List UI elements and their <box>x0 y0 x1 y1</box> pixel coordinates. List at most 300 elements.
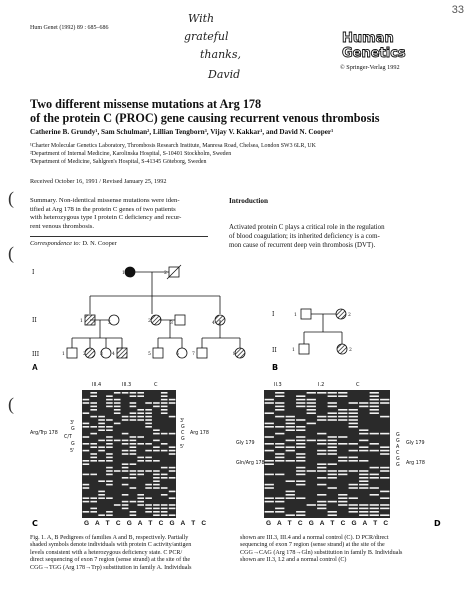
gel-band <box>359 487 368 489</box>
gel-band <box>169 514 176 516</box>
gel-band <box>137 457 144 459</box>
title-line: Two different missense mutations at Arg 178 <box>30 97 262 111</box>
gel-band <box>130 416 137 418</box>
gel-band <box>380 491 389 493</box>
gel-band <box>296 460 305 462</box>
gel-band <box>349 426 358 428</box>
gel-band <box>90 406 97 408</box>
gel-band <box>317 467 326 469</box>
gel-band <box>161 412 168 414</box>
gel-band <box>317 470 326 472</box>
gel-band <box>275 426 284 428</box>
gel-band <box>169 402 176 404</box>
gel-band <box>153 440 160 442</box>
gel-band <box>98 450 105 452</box>
svg-text:3: 3 <box>100 352 103 357</box>
gel-band <box>137 412 144 414</box>
gel-band <box>98 419 105 421</box>
gel-band <box>349 419 358 421</box>
gel-band <box>307 402 316 404</box>
gel-band <box>90 511 97 513</box>
gel-band <box>137 436 144 438</box>
gel-band <box>265 423 274 425</box>
gel-band <box>275 501 284 503</box>
gel-band <box>106 419 113 421</box>
gel-band <box>359 433 368 435</box>
gel-band <box>296 497 305 499</box>
gel-band <box>98 514 105 516</box>
gel-band <box>349 470 358 472</box>
gel-band <box>349 416 358 418</box>
gel-band <box>161 450 168 452</box>
gel-band <box>359 474 368 476</box>
gel-band <box>265 436 274 438</box>
gel-band <box>122 440 129 442</box>
gel-band <box>370 433 379 435</box>
gel-band <box>370 504 379 506</box>
gel-band <box>359 450 368 452</box>
gel-band <box>328 463 337 465</box>
gel-band <box>130 412 137 414</box>
gel-band <box>83 436 90 438</box>
gel-band <box>169 470 176 472</box>
gel-band <box>130 436 137 438</box>
gel-band <box>137 443 144 445</box>
gel-band <box>145 416 152 418</box>
gel-band <box>286 450 295 452</box>
gel-band <box>338 419 347 421</box>
gel-band <box>307 409 316 411</box>
gel-band <box>338 416 347 418</box>
gel-band <box>130 474 137 476</box>
gel-band <box>380 399 389 401</box>
gel-band <box>169 504 176 506</box>
gel-band <box>98 416 105 418</box>
authors: Catherine B. Grundy¹, Sam Schulman², Lillian Tengborn³, Vijay V. Kakkar¹, and David N. Cooper¹ <box>30 128 334 136</box>
gel-band <box>130 511 137 513</box>
gel-band <box>307 399 316 401</box>
gel-band <box>137 501 144 503</box>
gel-band <box>106 474 113 476</box>
gel-band <box>370 443 379 445</box>
gel-band <box>307 392 316 394</box>
gel-band <box>338 474 347 476</box>
gel-band <box>317 416 326 418</box>
gel-band <box>359 484 368 486</box>
svg-text:4: 4 <box>212 321 215 326</box>
gel-band <box>370 406 379 408</box>
gel-band <box>98 423 105 425</box>
gel-band <box>359 402 368 404</box>
gel-band <box>106 426 113 428</box>
gel-band <box>286 491 295 493</box>
gel-band <box>145 423 152 425</box>
svg-text:Gly 179: Gly 179 <box>406 441 425 446</box>
gel-band <box>83 474 90 476</box>
gel-band <box>161 392 168 394</box>
intro-line: of blood coagulation; its inherited deficiency is a com- <box>229 232 380 240</box>
gel-band <box>122 450 129 452</box>
gel-band <box>130 392 137 394</box>
gel-band <box>130 440 137 442</box>
gel-band <box>169 453 176 455</box>
gel-band <box>328 514 337 516</box>
received-date: Received October 16, 1991 / Revised January 25, 1992 <box>30 178 167 185</box>
journal-logo <box>336 30 446 60</box>
svg-text:C: C <box>356 382 360 388</box>
gel-band <box>90 395 97 397</box>
panel-letter: C <box>32 519 38 528</box>
gel-band <box>328 419 337 421</box>
gel-band <box>83 487 90 489</box>
gel-band <box>153 429 160 431</box>
gel-band <box>296 467 305 469</box>
svg-text:2: 2 <box>83 352 86 357</box>
gel-band <box>380 416 389 418</box>
svg-text:G: G <box>396 457 400 462</box>
gel-band <box>90 416 97 418</box>
gel-band <box>338 501 347 503</box>
gel-band <box>161 477 168 479</box>
svg-text:5': 5' <box>180 445 185 450</box>
gel-band <box>145 457 152 459</box>
divider <box>30 236 208 237</box>
affiliation: ¹Charter Molecular Genetics Laboratory, Thrombosis Research Institute, Manresa Road, Chelsea, London SW3 6LR, UK <box>30 143 316 149</box>
gel-band <box>161 433 168 435</box>
gel-band <box>90 501 97 503</box>
gel-band <box>83 423 90 425</box>
svg-text:G: G <box>71 427 75 432</box>
gel-band <box>145 409 152 411</box>
gel-band <box>153 484 160 486</box>
gel-band <box>286 426 295 428</box>
gel-band <box>98 460 105 462</box>
gel-band <box>114 402 121 404</box>
gel-band <box>98 446 105 448</box>
gel-band <box>130 406 137 408</box>
gel-band <box>328 511 337 513</box>
gel-band <box>106 470 113 472</box>
gel-band <box>380 470 389 472</box>
gel-band <box>359 511 368 513</box>
gel-band <box>286 494 295 496</box>
gel-band <box>338 392 347 394</box>
gel-band <box>169 477 176 479</box>
gel-band <box>169 497 176 499</box>
article-title <box>30 97 450 125</box>
gel-band <box>153 433 160 435</box>
gel-band <box>90 426 97 428</box>
gel-band <box>286 440 295 442</box>
gel-band <box>296 402 305 404</box>
gel-band <box>349 487 358 489</box>
gel-band <box>328 440 337 442</box>
gel-band <box>265 484 274 486</box>
svg-text:1: 1 <box>122 271 125 276</box>
gel-band <box>106 511 113 513</box>
gel-band <box>317 443 326 445</box>
svg-text:G: G <box>181 425 185 430</box>
svg-text:2: 2 <box>164 271 167 276</box>
gel-band <box>338 412 347 414</box>
gel-band <box>153 470 160 472</box>
gel-band <box>338 494 347 496</box>
gel-band <box>145 508 152 510</box>
svg-text:Arg 178: Arg 178 <box>406 461 425 466</box>
gel-band <box>153 487 160 489</box>
gel-band <box>145 419 152 421</box>
gel-band <box>161 399 168 401</box>
correspondence-name: D. N. Cooper <box>82 240 117 247</box>
gel-band <box>338 457 347 459</box>
gel-band <box>349 508 358 510</box>
svg-text:2: 2 <box>349 348 352 353</box>
svg-text:Gly 179: Gly 179 <box>236 441 255 446</box>
gel-band <box>275 409 284 411</box>
gel-band <box>83 484 90 486</box>
gel-band <box>137 395 144 397</box>
panel-letter: D <box>434 519 441 528</box>
gel-band <box>137 497 144 499</box>
gel-band <box>296 440 305 442</box>
gel-band <box>286 480 295 482</box>
gel-band <box>328 501 337 503</box>
margin-mark: ( <box>8 394 14 414</box>
gel-band <box>349 457 358 459</box>
svg-text:III.3: III.3 <box>122 382 132 388</box>
summary-line: rent venous thrombosis. <box>30 222 95 230</box>
svg-text:5': 5' <box>70 449 75 454</box>
correspondence-label: Correspondence to: <box>30 240 81 247</box>
gel-band <box>370 412 379 414</box>
gel-band <box>161 443 168 445</box>
gel-band <box>122 433 129 435</box>
gel-band <box>265 460 274 462</box>
gel-band <box>106 436 113 438</box>
svg-text:1: 1 <box>62 352 65 357</box>
gel-band <box>370 494 379 496</box>
gel-band <box>83 501 90 503</box>
gel-band <box>296 395 305 397</box>
gel-band <box>83 511 90 513</box>
gel-band <box>328 474 337 476</box>
gel-band <box>317 463 326 465</box>
gel-band <box>296 480 305 482</box>
gel-band <box>98 494 105 496</box>
pedigree-a <box>30 262 260 372</box>
gel-band <box>122 419 129 421</box>
gel-band <box>83 463 90 465</box>
gel-band <box>296 399 305 401</box>
gel-band <box>265 399 274 401</box>
gel-band <box>307 470 316 472</box>
gel-band <box>296 436 305 438</box>
gel-band <box>359 477 368 479</box>
gel-band <box>286 419 295 421</box>
gel-band <box>83 412 90 414</box>
gel-band <box>370 474 379 476</box>
gel-band <box>90 402 97 404</box>
gel-band <box>317 419 326 421</box>
svg-text:8: 8 <box>233 352 236 357</box>
gel-band <box>137 392 144 394</box>
affiliation: ²Department of Internal Medicine, Karolinska Hospital, S-10401 Stockholm, Sweden <box>30 151 232 157</box>
gel-band <box>265 450 274 452</box>
gel-band <box>106 440 113 442</box>
gel-band <box>122 416 129 418</box>
gel-band <box>307 504 316 506</box>
svg-text:2: 2 <box>348 313 351 318</box>
gel-band <box>265 511 274 513</box>
gel-band <box>90 443 97 445</box>
gel-band <box>296 514 305 516</box>
gel-band <box>296 470 305 472</box>
gel-band <box>153 402 160 404</box>
publisher: © Springer-Verlag 1992 <box>340 64 400 71</box>
gel-band <box>265 487 274 489</box>
lane-labels-c: G A T C G A T C G A T C <box>84 520 209 527</box>
svg-text:1: 1 <box>294 313 297 318</box>
title-line: of the protein C (PROC) gene causing recurrent venous thrombosis <box>30 111 380 125</box>
gel-band <box>359 480 368 482</box>
gel-band <box>265 497 274 499</box>
gel-band <box>380 467 389 469</box>
generation-label: I <box>272 311 275 318</box>
gel-band <box>106 514 113 516</box>
gel-band <box>114 399 121 401</box>
gel-band <box>169 508 176 510</box>
gel-band <box>275 460 284 462</box>
gel-band <box>137 419 144 421</box>
sequencing-gel-c <box>30 378 210 528</box>
gel-band <box>137 409 144 411</box>
gel-band <box>286 429 295 431</box>
gel-band <box>153 504 160 506</box>
margin-mark: ( <box>8 188 14 208</box>
gel-band <box>83 460 90 462</box>
svg-text:G: G <box>181 437 185 442</box>
gel-band <box>90 453 97 455</box>
gel-band <box>161 504 168 506</box>
gel-band <box>106 446 113 448</box>
gel-band <box>265 501 274 503</box>
gel-band <box>286 514 295 516</box>
gel-band <box>83 402 90 404</box>
gel-band <box>153 508 160 510</box>
gel-band <box>338 470 347 472</box>
gel-band <box>317 392 326 394</box>
summary-line: Summary. Non-identical missense mutations were iden- <box>30 197 180 204</box>
gel-band <box>349 504 358 506</box>
gel-band <box>130 446 137 448</box>
gel-band <box>114 440 121 442</box>
gel-band <box>317 477 326 479</box>
gel-band <box>169 399 176 401</box>
gel-band <box>286 416 295 418</box>
gel-band <box>145 443 152 445</box>
gel-band <box>145 511 152 513</box>
gel-band <box>83 426 90 428</box>
correspondence <box>30 240 117 247</box>
introduction-text <box>229 224 449 250</box>
gel-band <box>145 450 152 452</box>
gel-band <box>98 440 105 442</box>
svg-text:Arg/Trp 178: Arg/Trp 178 <box>30 431 58 436</box>
gel-band <box>328 416 337 418</box>
gel-band <box>317 494 326 496</box>
gel-band <box>359 508 368 510</box>
gel-band <box>286 497 295 499</box>
gel-band <box>161 406 168 408</box>
handwriting-line: With <box>188 12 215 25</box>
gel-band <box>349 484 358 486</box>
gel-band <box>296 484 305 486</box>
gel-band <box>380 508 389 510</box>
gel-band <box>114 409 121 411</box>
gel-band <box>296 406 305 408</box>
gel-band <box>317 504 326 506</box>
gel-band <box>90 392 97 394</box>
gel-band <box>370 409 379 411</box>
generation-label: II <box>272 347 277 354</box>
gel-band <box>275 497 284 499</box>
gel-band <box>130 402 137 404</box>
gel-band <box>349 409 358 411</box>
gel-band <box>349 460 358 462</box>
gel-band <box>169 450 176 452</box>
gel-band <box>328 412 337 414</box>
gel-band <box>153 446 160 448</box>
gel-band <box>98 491 105 493</box>
svg-text:3': 3' <box>70 421 75 426</box>
gel-band <box>98 497 105 499</box>
gel-band <box>328 477 337 479</box>
summary <box>30 197 208 231</box>
summary-line: tified at Arg 178 in the protein C genes of two patients <box>30 205 176 213</box>
gel-band <box>161 494 168 496</box>
gel-band <box>130 514 137 516</box>
gel-band <box>338 436 347 438</box>
svg-text:2: 2 <box>148 319 151 324</box>
gel-band <box>265 412 274 414</box>
gel-band <box>275 392 284 394</box>
gel-band <box>106 443 113 445</box>
handwriting-line: David <box>208 68 241 81</box>
gel-band <box>98 429 105 431</box>
panel-letter: A <box>32 363 38 372</box>
gel-band <box>349 443 358 445</box>
svg-text:5: 5 <box>108 321 111 326</box>
gel-band <box>328 402 337 404</box>
gel-band <box>161 511 168 513</box>
gel-band <box>161 395 168 397</box>
gel-band <box>122 453 129 455</box>
gel-band <box>90 460 97 462</box>
gel-band <box>169 467 176 469</box>
gel-band <box>161 467 168 469</box>
gel-band <box>338 460 347 462</box>
gel-band <box>153 474 160 476</box>
gel-band <box>370 399 379 401</box>
gel-band <box>307 412 316 414</box>
gel-band <box>296 419 305 421</box>
svg-text:II.3: II.3 <box>274 382 282 388</box>
gel-band <box>90 497 97 499</box>
gel-band <box>137 494 144 496</box>
gel-band <box>161 474 168 476</box>
gel-band <box>122 477 129 479</box>
svg-text:G: G <box>396 463 400 468</box>
